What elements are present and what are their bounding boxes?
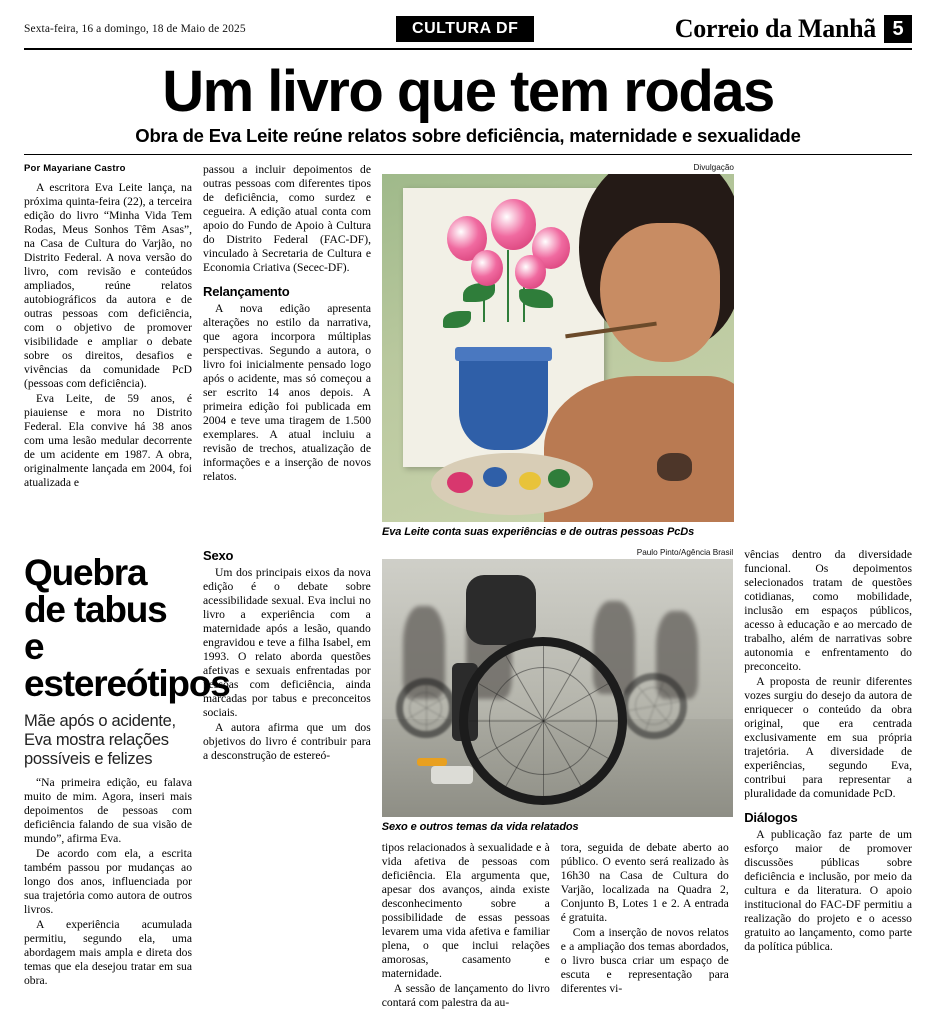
- subsection-heading-sexo: Sexo: [203, 548, 234, 564]
- paragraph: “Na primeira edição, eu falava muito de mim. Agora, inseri mais depoimentos de pessoas com deficiência falando de sua visão de mundo”, afirma Eva.: [24, 776, 192, 846]
- paragraph: Com a inserção de novos relatos e a ampliação dos temas abordados, o livro busca criar um espaço de escuta e representação para diferentes vi-: [560, 926, 729, 996]
- paragraph: A sessão de lançamento do livro contará com palestra da au-: [381, 982, 550, 1010]
- paragraph: A autora afirma que um dos objetivos do livro é contribuir para a desconstrução de estereó-: [203, 721, 371, 763]
- feature-column-2: [203, 548, 371, 764]
- feature-title: Quebra de tabus e estereótipos: [24, 552, 230, 705]
- paragraph: vências dentro da diversidade funcional. Os depoimentos selecionados tratam de questões cotidianas, como mobilidade, inclusão em espaços públicos, acesso à educação e ao mercado de trabalho, além de narrativas sobre autonomia e enfrentamento do preconceito.: [744, 548, 912, 674]
- lower-block: [24, 548, 912, 1011]
- paragraph: passou a incluir depoimentos de outras pessoas com diferentes tipos de deficiência, como surdez e cegueira. A edição atual conta com apoio do Fundo de Apoio à Cultura do Distrito Federal (FAC-DF), vinculado à Secretaria de Cultura e Economia Criativa (Secec-DF).: [203, 163, 371, 275]
- feature-subtitle: Mãe após o acidente, Eva mostra relações possíveis e felizes: [24, 712, 176, 768]
- paragraph: tora, seguida de debate aberto ao público. O evento será realizado às 16h30 na Casa de Cultura do Varjão, localizada na Quadra 2, Conjunto B, Lotes 1 e 2. A entrada é gratuita.: [560, 841, 729, 925]
- bottom-photo-block: [382, 548, 733, 1011]
- paragraph: A escritora Eva Leite lança, na próxima quinta-feira (22), a terceira edição do livro “Minha Vida Tem Rodas, Meus Sonhos Têm Asas”, na Casa de Cultura do Varjão, no Distrito Federal. A nova versão do livro, com revisão e conteúdos ampliados, reúne relatos autobiográficos da autora e de outras pessoas com deficiência, com o objetivo de promover visibilidade e ampliar o debate sobre os direitos, desafios e vivências da comunidade PcD (pessoas com deficiência).: [24, 181, 192, 390]
- masthead: [24, 14, 912, 44]
- dateline: Sexta-feira, 16 a domingo, 18 de Maio de 2025: [24, 23, 246, 35]
- paragraph: tipos relacionados à sexualidade e à vida afetiva de pessoas com deficiência. Ela argumenta que, apesar dos avanços, ainda existe desconhecimento sobre a possibilidade de essas pessoas levarem uma vida afetiva e familiar plena, o que inclui relações amorosas, casamento e maternidade.: [381, 841, 550, 981]
- article-column-1: [24, 163, 192, 490]
- photo-credit: Divulgação: [693, 163, 734, 173]
- page-number: 5: [884, 15, 912, 43]
- paragraph: A nova edição apresenta alterações no estilo da narrativa, que agora incorpora múltiplas perspectivas. Segundo a autora, o livro foi inicialmente pensado logo após o acidente, mas só começou a ser escrito 14 anos depois. A primeira edição foi publicada em 2004 e teve uma tiragem de 1.500 exemplares. A atual incluiu a revisão de trechos, atualização de informações e a inserção de novos relatos.: [203, 302, 371, 483]
- feature-column-4: [561, 841, 729, 1011]
- headline-rule: [24, 154, 912, 155]
- subsection-heading-dialogos: Diálogos: [744, 809, 798, 825]
- photo-eva-leite-painting: [382, 174, 734, 522]
- upper-block: [24, 163, 912, 538]
- brand-wrap: [675, 15, 912, 43]
- byline: Por Mayariane Castro: [24, 163, 126, 175]
- paragraph: A experiência acumulada permitiu, segundo ela, uma abordagem mais ampla e direta dos temas que ela desejou tratar em sua obra.: [24, 918, 192, 987]
- photo-caption: Eva Leite conta suas experiências e de outras pessoas PcDs: [382, 526, 695, 539]
- paragraph: Um dos principais eixos da nova edição é o debate sobre acessibilidade sexual. Eva inclui no livro a experiência com a maternidade após a lesão, quando engravidou e teve a filha Isabel, em 1993. O relato aborda questões afetivas e sexuais enfrentadas por pessoas com deficiência, ainda marcadas por tabus e preconceitos sociais.: [203, 566, 371, 720]
- photo-wheelchairs: [382, 559, 733, 817]
- page-title: Um livro que tem rodas: [162, 59, 774, 124]
- subsection-heading-relancamento: Relançamento: [203, 284, 290, 300]
- photo-credit: Paulo Pinto/Agência Brasil: [636, 548, 734, 558]
- page-subtitle: Obra de Eva Leite reúne relatos sobre deficiência, maternidade e sexualidade: [135, 125, 801, 147]
- publication-title: Correio da Manhã: [674, 14, 876, 43]
- paragraph: Eva Leite, de 59 anos, é piauiense e mora no Distrito Federal. Ela convive há 38 anos com uma lesão medular decorrente de um acidente em 1987. A obra, originalmente lançada em 2004, foi atualizada e: [24, 391, 192, 489]
- masthead-rule: [24, 48, 912, 50]
- paragraph: A proposta de reunir diferentes vozes surgiu do desejo da autora de enriquecer o conteúdo da obra original, que era centrada exclusivamente em sua própria trajetória. A diversidade de experiências, segundo Eva, contribui para representar a pluralidade da comunidade PcD.: [744, 675, 912, 800]
- feature-column-3: [382, 841, 550, 1011]
- section-tag-wrap: [246, 16, 675, 42]
- section-tag: CULTURA DF: [396, 16, 534, 42]
- paragraph: A publicação faz parte de um esforço maior de promover discussões públicas sobre deficiência e inclusão, por meio da cultura e da literatura. O apoio institucional do FAC-DF permitiu a realização do projeto e o acesso gratuito ao lançamento, como parte da política pública.: [744, 827, 912, 953]
- paragraph: De acordo com ela, a escrita também passou por mudanças ao longo dos anos, influenciada por sua trajetória como autora de outros livros.: [24, 847, 192, 917]
- top-photo-block: [382, 163, 734, 538]
- below-photo-columns: [382, 841, 733, 1011]
- photo-caption: Sexo e outros temas da vida relatados: [381, 821, 579, 834]
- article-column-2: [203, 163, 371, 484]
- feature-column-5: [744, 548, 912, 954]
